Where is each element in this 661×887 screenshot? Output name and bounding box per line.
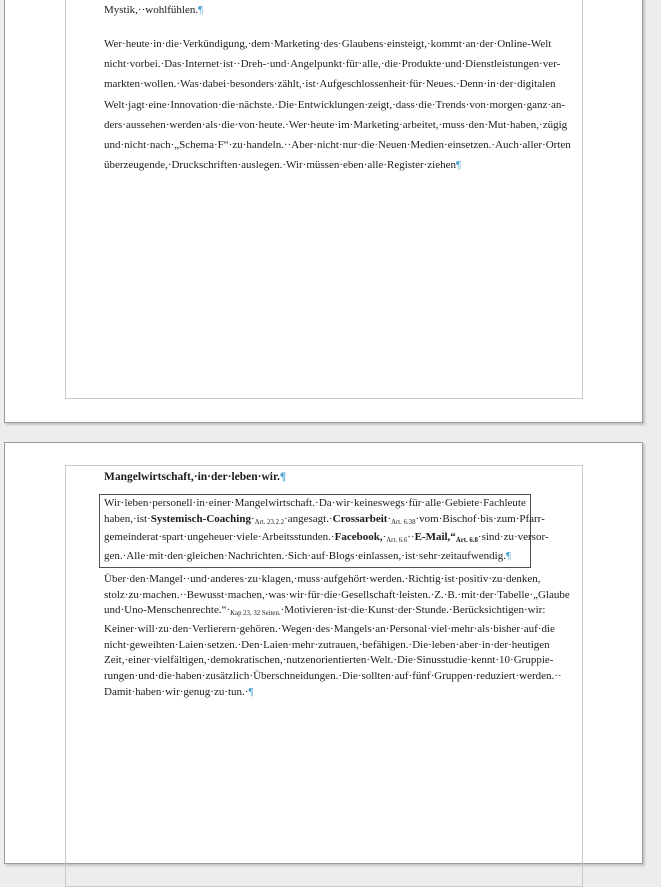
word: was· bbox=[268, 588, 290, 601]
text-line[interactable] bbox=[104, 470, 531, 485]
word: für· bbox=[345, 58, 363, 71]
word: und· bbox=[269, 58, 291, 71]
pilcrow-mark: ¶ bbox=[198, 4, 204, 16]
word: Denn· bbox=[459, 78, 488, 91]
word: Gesellschaft· bbox=[341, 588, 400, 601]
text-line[interactable] bbox=[104, 155, 531, 175]
word: Angelpunkt· bbox=[290, 58, 346, 71]
word: Welt· bbox=[104, 98, 129, 111]
word: Fachleute bbox=[483, 497, 526, 509]
text-line[interactable] bbox=[104, 512, 545, 531]
word: einsteigt,· bbox=[386, 38, 431, 50]
word: leben· bbox=[431, 638, 460, 651]
word: Dreh-· bbox=[240, 58, 270, 71]
pilcrow-mark: ¶ bbox=[279, 471, 287, 483]
word: zusätzlich· bbox=[205, 670, 254, 683]
word: will· bbox=[137, 622, 159, 635]
word: nicht· bbox=[104, 638, 130, 651]
text-line[interactable] bbox=[104, 95, 566, 115]
word: Gruppie- bbox=[513, 654, 554, 667]
word: Sinusstudie· bbox=[416, 654, 471, 667]
word: F“· bbox=[217, 139, 233, 152]
word: der· bbox=[479, 38, 498, 50]
word: kommt· bbox=[430, 38, 466, 50]
word: ist· bbox=[305, 78, 320, 91]
word: als· bbox=[205, 118, 222, 131]
word: eine· bbox=[148, 98, 171, 111]
word: aussehen· bbox=[126, 118, 170, 131]
word: Über· bbox=[104, 572, 130, 585]
word: zügig bbox=[542, 118, 568, 131]
paragraph-online-welt bbox=[104, 34, 571, 175]
word: besonders· bbox=[229, 78, 278, 91]
word: Internet· bbox=[184, 58, 223, 71]
word: werden.· bbox=[369, 572, 409, 585]
word: wir· bbox=[289, 588, 308, 601]
word: Glaubens· bbox=[341, 38, 387, 50]
text-line[interactable] bbox=[104, 2, 531, 19]
word: aller· bbox=[522, 139, 546, 152]
word: haben· bbox=[175, 670, 206, 683]
word: heute· bbox=[310, 118, 339, 131]
word: Laien· bbox=[263, 638, 292, 651]
word: ders· bbox=[104, 118, 126, 131]
word: auf· bbox=[523, 622, 542, 635]
word: den· bbox=[468, 118, 489, 131]
word: ist· bbox=[222, 58, 237, 71]
word: leisten.· bbox=[399, 588, 435, 601]
word: Laien· bbox=[178, 638, 208, 651]
word: Die· bbox=[341, 670, 362, 683]
word: ganz· bbox=[526, 98, 552, 111]
word: Dienstleistungen· bbox=[465, 58, 543, 71]
text-run: Damit·haben·wir·genug·zu·tun.· bbox=[104, 685, 249, 698]
word: muss· bbox=[297, 572, 324, 585]
word: vielfältigen,· bbox=[153, 654, 211, 667]
word: Mangels· bbox=[333, 622, 376, 635]
word: der· bbox=[494, 638, 512, 651]
word: dabei· bbox=[202, 78, 230, 91]
text-run-b: Crossarbeit bbox=[332, 512, 388, 525]
framed-paragraph-mangelwirtschaft bbox=[99, 494, 549, 568]
word: gehören.· bbox=[239, 622, 282, 635]
word: und· bbox=[104, 139, 125, 152]
text-line[interactable] bbox=[104, 622, 555, 638]
word: · bbox=[186, 572, 191, 585]
word: für· bbox=[409, 78, 426, 91]
word: als· bbox=[477, 622, 494, 635]
word: Mangelwirtschaft.· bbox=[234, 497, 319, 509]
word: an· bbox=[375, 622, 390, 635]
word: „Schema· bbox=[174, 139, 218, 152]
word: Was· bbox=[180, 78, 203, 91]
page-1-text-area[interactable] bbox=[104, 0, 571, 175]
word: Entwicklungen· bbox=[297, 98, 368, 111]
word: Welt.· bbox=[370, 654, 397, 667]
text-line[interactable] bbox=[104, 74, 556, 94]
word: · bbox=[287, 139, 292, 152]
word: Den· bbox=[241, 638, 264, 651]
word: mehr· bbox=[451, 622, 478, 635]
word: die· bbox=[360, 139, 379, 152]
word: den· bbox=[172, 622, 192, 635]
word: nicht· bbox=[104, 58, 130, 71]
word: wollen.· bbox=[143, 78, 181, 91]
word: „Glaube bbox=[533, 588, 570, 601]
word: Wer· bbox=[104, 38, 126, 50]
word: nach· bbox=[149, 139, 175, 152]
text-run-sub: Art. 6.6 bbox=[386, 537, 408, 545]
text-run: · bbox=[382, 531, 387, 544]
word: anderes· bbox=[210, 572, 248, 585]
word: dass· bbox=[395, 98, 419, 111]
word: nächste.· bbox=[238, 98, 279, 111]
word: viel· bbox=[430, 622, 452, 635]
word: Bewusst· bbox=[186, 588, 228, 601]
word: die· bbox=[158, 670, 176, 683]
word: Mut· bbox=[488, 118, 511, 131]
word: Medien· bbox=[410, 139, 448, 152]
text-run: ·· bbox=[407, 531, 415, 544]
word: geweihten· bbox=[129, 638, 179, 651]
word: den· bbox=[129, 572, 150, 585]
word: Z.· bbox=[434, 588, 448, 601]
word: nicht· bbox=[124, 139, 150, 152]
word: zu· bbox=[492, 572, 507, 585]
text-line[interactable] bbox=[104, 115, 568, 135]
word: Marketing· bbox=[273, 38, 324, 50]
word: Die· bbox=[278, 98, 298, 111]
word: die· bbox=[323, 588, 342, 601]
text-run-b: E-Mail,“ bbox=[414, 531, 456, 544]
word: von· bbox=[469, 98, 490, 111]
word: Wir· bbox=[104, 497, 125, 509]
word: für· bbox=[408, 497, 426, 509]
word: machen,· bbox=[227, 588, 269, 601]
text-run-b: Systemisch-Coaching bbox=[150, 512, 251, 525]
word: auf· bbox=[394, 670, 413, 683]
text-run: ·Motivieren·ist·die·Kunst·der·Stunde.·Berücksichtigen·wir: bbox=[280, 604, 546, 617]
paragraph-mystik bbox=[104, 2, 531, 19]
text-run: Mystik,··wohlfühlen. bbox=[104, 4, 199, 16]
word: positiv· bbox=[458, 572, 492, 585]
text-line[interactable] bbox=[104, 653, 554, 669]
word: Die· bbox=[396, 654, 417, 667]
word: fünf· bbox=[412, 670, 435, 683]
text-run: Mangelwirtschaft,·in·der·leben·wir. bbox=[104, 471, 280, 483]
text-line[interactable] bbox=[104, 135, 571, 155]
word: B.· bbox=[447, 588, 462, 601]
page-1[interactable] bbox=[4, 0, 643, 423]
word: personell· bbox=[152, 497, 197, 509]
text-run: · bbox=[250, 512, 255, 525]
text-run: haben,·ist· bbox=[104, 512, 151, 525]
word: Personal· bbox=[389, 622, 431, 635]
text-line[interactable] bbox=[104, 603, 546, 622]
word: von· bbox=[238, 118, 259, 131]
word: an- bbox=[551, 98, 566, 111]
word: in· bbox=[196, 497, 209, 509]
word: nutzenorientierten· bbox=[286, 654, 371, 667]
word: reduziert· bbox=[476, 670, 520, 683]
word: alle,· bbox=[362, 58, 385, 71]
paragraph-ueber-den-mangel bbox=[104, 572, 570, 701]
word: bisher· bbox=[493, 622, 524, 635]
text-line[interactable] bbox=[104, 588, 570, 604]
word: Aufgeschlossenheit· bbox=[319, 78, 410, 91]
word: in· bbox=[487, 78, 500, 91]
text-line[interactable] bbox=[104, 638, 550, 654]
word: nur· bbox=[342, 139, 361, 152]
text-run: und·Uno-Menschenrechte.“· bbox=[104, 604, 231, 617]
word: im· bbox=[338, 118, 354, 131]
word: Die· bbox=[412, 638, 432, 651]
word: Neues.· bbox=[425, 78, 460, 91]
word: heute· bbox=[125, 38, 154, 50]
word: Gebiete· bbox=[445, 497, 483, 509]
word: Orten bbox=[545, 139, 571, 152]
word: · bbox=[557, 670, 562, 683]
word: werden· bbox=[169, 118, 206, 131]
word: einer· bbox=[128, 654, 154, 667]
text-line[interactable] bbox=[104, 669, 562, 685]
word: in· bbox=[153, 38, 166, 50]
word: Innovation· bbox=[170, 98, 222, 111]
word: ist· bbox=[444, 572, 459, 585]
word: sollten· bbox=[361, 670, 395, 683]
page-2[interactable] bbox=[4, 442, 643, 864]
text-line[interactable] bbox=[104, 572, 541, 588]
text-run: ·angesagt.· bbox=[284, 512, 333, 525]
word: und· bbox=[190, 572, 211, 585]
text-run-sub: Art. 6.38 bbox=[391, 518, 416, 526]
word: Da· bbox=[318, 497, 336, 509]
word: digitalen bbox=[517, 78, 556, 91]
word: befähigen.· bbox=[362, 638, 413, 651]
word: aufgehört· bbox=[323, 572, 370, 585]
word: Trends· bbox=[435, 98, 470, 111]
word: machen.· bbox=[142, 588, 184, 601]
word: · bbox=[183, 588, 187, 601]
page-2-text-area[interactable] bbox=[104, 443, 570, 700]
word: leben· bbox=[124, 497, 152, 509]
word: ver- bbox=[542, 58, 561, 71]
word: zeigt,· bbox=[367, 98, 396, 111]
word: Produkte· bbox=[401, 58, 445, 71]
word: mit· bbox=[461, 588, 480, 601]
text-line[interactable] bbox=[104, 530, 549, 549]
word: klagen,· bbox=[261, 572, 298, 585]
word: Online-Welt bbox=[497, 38, 552, 50]
word: die· bbox=[418, 98, 436, 111]
word: Marketing· bbox=[353, 118, 403, 131]
text-run-subb: Art. 6.8 bbox=[455, 537, 478, 545]
word: vorbei.· bbox=[129, 58, 165, 71]
word: zu· bbox=[158, 622, 173, 635]
word: zu· bbox=[247, 572, 262, 585]
heading-mangelwirtschaft bbox=[104, 470, 531, 485]
word: einer· bbox=[208, 497, 235, 509]
word: für· bbox=[307, 588, 324, 601]
word: stolz· bbox=[104, 588, 129, 601]
word: Auch· bbox=[495, 139, 523, 152]
word: aber· bbox=[459, 638, 482, 651]
word: der· bbox=[479, 588, 498, 601]
word: Das· bbox=[164, 58, 185, 71]
word: werden.· bbox=[519, 670, 558, 683]
word: des· bbox=[323, 38, 342, 50]
word: die bbox=[541, 622, 555, 635]
word: zählt,· bbox=[277, 78, 306, 91]
word: zu· bbox=[232, 139, 247, 152]
word: zutrauen,· bbox=[318, 638, 363, 651]
word: dem· bbox=[251, 38, 274, 50]
word: 10· bbox=[499, 654, 514, 667]
word: zu· bbox=[128, 588, 143, 601]
word: handeln.· bbox=[246, 139, 288, 152]
word: des· bbox=[315, 622, 334, 635]
text-run-sub: Kap 23, 32 Seiten. bbox=[230, 610, 281, 618]
word: wir· bbox=[335, 497, 354, 509]
word: jagt· bbox=[128, 98, 149, 111]
word: Mangel· bbox=[149, 572, 187, 585]
text-run: gen.·Alle·mit·den·gleichen·Nachrichten.·Sich·auf·Blogs·einlassen,·ist·sehr·zeitaufwendig. bbox=[104, 550, 506, 563]
word: heutigen bbox=[511, 638, 550, 651]
word: heute.· bbox=[258, 118, 289, 131]
word: Verlierern· bbox=[191, 622, 240, 635]
word: Wer· bbox=[288, 118, 311, 131]
word: markten· bbox=[104, 78, 144, 91]
word: haben,· bbox=[510, 118, 543, 131]
word: mehr· bbox=[291, 638, 319, 651]
text-line[interactable] bbox=[104, 549, 526, 565]
text-run: gemeinderat·spart·ungeheuer·viele·Arbeitsstunden.· bbox=[104, 531, 335, 544]
text-line[interactable] bbox=[104, 496, 526, 512]
text-run: überzeugende,·Druckschriften·auslegen.·Wir·müssen·eben·alle·Register·ziehen bbox=[104, 159, 456, 172]
text-run-sub: Art. 23.2.2 bbox=[254, 518, 285, 526]
word: Aber· bbox=[291, 139, 317, 152]
text-run: ·vom·Bischof·bis·zum·Pfarr- bbox=[415, 512, 545, 525]
word: Tabelle· bbox=[497, 588, 534, 601]
word: Neuen· bbox=[378, 139, 411, 152]
word: die· bbox=[384, 58, 402, 71]
pilcrow-mark: ¶ bbox=[505, 550, 511, 563]
word: arbeitet,· bbox=[402, 118, 443, 131]
text-run: ·sind·zu·versor- bbox=[477, 531, 549, 544]
word: kennt· bbox=[470, 654, 500, 667]
word: die· bbox=[221, 98, 239, 111]
word: setzen.· bbox=[207, 638, 242, 651]
word: nicht· bbox=[316, 139, 343, 152]
word: Überschneidungen.· bbox=[253, 670, 342, 683]
word: rungen· bbox=[104, 670, 139, 683]
pilcrow-mark: ¶ bbox=[456, 159, 461, 172]
word: Wegen· bbox=[281, 622, 316, 635]
word: Gruppen· bbox=[434, 670, 477, 683]
text-line[interactable] bbox=[104, 34, 552, 54]
word: · bbox=[236, 58, 241, 71]
word: Keiner· bbox=[104, 622, 138, 635]
word: die· bbox=[165, 38, 183, 50]
pilcrow-mark: ¶ bbox=[248, 685, 254, 698]
word: in· bbox=[481, 638, 495, 651]
word: Zeit,· bbox=[104, 654, 129, 667]
word: alle· bbox=[425, 497, 445, 509]
word: an· bbox=[465, 38, 480, 50]
word: keineswegs· bbox=[354, 497, 409, 509]
word: und· bbox=[444, 58, 466, 71]
text-line[interactable] bbox=[104, 685, 531, 701]
word: muss· bbox=[442, 118, 469, 131]
word: die· bbox=[221, 118, 239, 131]
word: demokratischen,· bbox=[210, 654, 287, 667]
word: denken, bbox=[506, 572, 541, 585]
text-run-b: Facebook, bbox=[334, 531, 383, 544]
word: Verkündigung,· bbox=[182, 38, 252, 50]
word: und· bbox=[138, 670, 159, 683]
word: Richtig· bbox=[408, 572, 445, 585]
word: der· bbox=[499, 78, 518, 91]
word: einsetzen.· bbox=[447, 139, 496, 152]
text-line[interactable] bbox=[104, 54, 561, 74]
word: morgen· bbox=[489, 98, 527, 111]
text-run: · bbox=[387, 512, 392, 525]
